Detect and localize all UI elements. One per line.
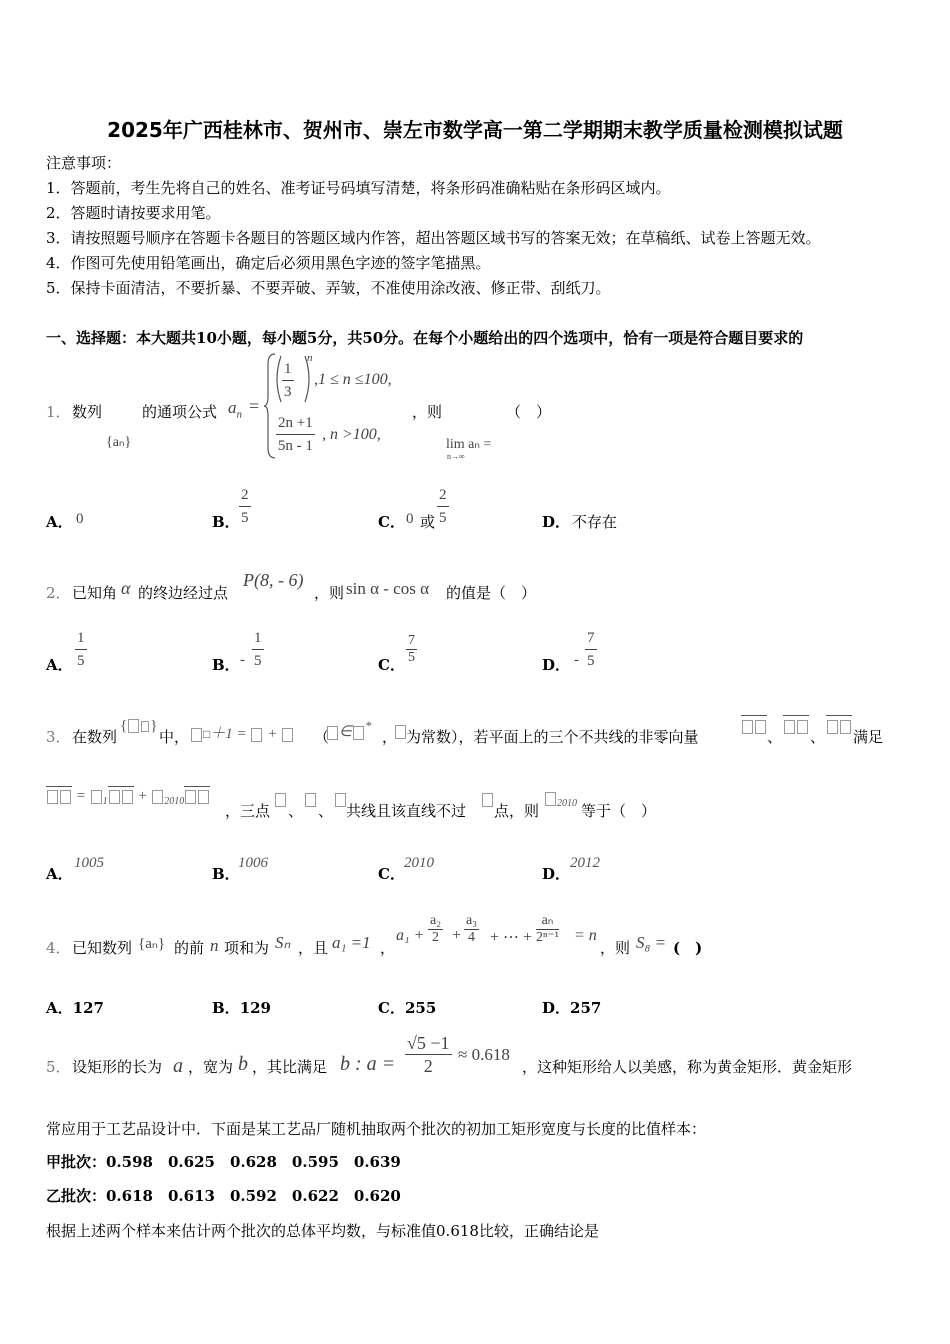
q3-text-10: ，三点 xyxy=(225,802,271,820)
q1-text-2: 的通项公式 xyxy=(142,403,218,421)
q1-option-c-label: C． xyxy=(378,513,405,531)
q5-text-3: ，其比满足 xyxy=(252,1058,328,1076)
q2-option-c-fraction: $\frac{7}{5}$ xyxy=(408,633,415,665)
q1-number: 1． xyxy=(46,403,71,421)
q3-recurrence: □＋1 = + xyxy=(190,722,294,743)
q1-equals: = xyxy=(249,396,260,416)
q2-option-d-label: D． xyxy=(542,656,571,674)
q4-text-1: 已知数列 xyxy=(72,939,133,957)
q5-number: 5． xyxy=(46,1058,71,1076)
q2-text-4: 的值是（ ） xyxy=(446,584,537,602)
q2-point: P(8, - 6) xyxy=(243,570,304,590)
notice-item-1: 1．答题前，考生先将自己的姓名、准考证号码填写清楚，将条形码准确粘贴在条形码区域内。 xyxy=(46,179,671,197)
q3-text-2: 中， xyxy=(159,728,190,746)
q4-sn: Sₙ xyxy=(275,933,291,952)
case1-condition: ,1 ≤ n ≤100, xyxy=(314,371,392,388)
q1-option-b-label: B． xyxy=(212,513,240,531)
q4-frac-2: $\frac{\text{a₃}}{4}$ xyxy=(466,913,478,945)
q1-an: $a_n$ xyxy=(228,398,242,421)
q1-text-1: 数列 xyxy=(72,403,103,421)
q4-number: 4． xyxy=(46,939,71,957)
q3-option-a-label: A． xyxy=(46,865,73,883)
q2-option-c-label: C． xyxy=(378,656,405,674)
q3-option-b-value: 1006 xyxy=(238,855,268,871)
q4-plus: + xyxy=(452,927,462,944)
q2-option-b-sign: - xyxy=(240,652,245,668)
q2-option-a-label: A． xyxy=(46,656,73,674)
q3-option-c-value: 2010 xyxy=(404,855,434,871)
q3-text-1: 在数列 xyxy=(72,728,118,746)
q5-a: a xyxy=(173,1055,183,1077)
q1-option-c-fraction: $\frac{2}{5}$ xyxy=(437,484,449,529)
q2-text-2: 的终边经过点 xyxy=(138,584,229,602)
q4-text-5: ， xyxy=(380,939,396,957)
q4-frac-1: $\frac{\text{a₂}}{2}$ xyxy=(430,913,442,945)
q1-option-a-value: 0 xyxy=(76,511,84,527)
q2-text-1: 已知角 xyxy=(72,584,118,602)
notice-item-2: 2．答题时请按要求用笔。 xyxy=(46,204,221,222)
q5-b: b xyxy=(238,1053,248,1075)
case1-base: $\frac{1}{3}$ xyxy=(282,358,294,403)
q4-sum-start: a₁ + xyxy=(396,927,425,944)
q2-option-d-fraction: $\frac{7}{5}$ xyxy=(585,627,597,672)
q5-text-2: ，宽为 xyxy=(188,1058,234,1076)
q3-text-3: （ xyxy=(314,728,330,746)
q3-text-8: 、 xyxy=(810,728,826,746)
q5-line-2: 常应用于工艺品设计中．下面是某工艺品厂随机抽取两个批次的初加工矩形宽度与长度的比值样本： xyxy=(46,1120,707,1138)
case2-condition: , n >100, xyxy=(322,426,381,443)
q4-option-d: D．257 xyxy=(542,999,602,1017)
q3-sequence: { } xyxy=(120,718,158,734)
q1-option-d-label: D． xyxy=(542,513,571,531)
q1-text-3: ，则 xyxy=(412,403,443,421)
q1-option-c-or: 或 xyxy=(420,513,436,531)
q5-fraction: $\frac{√5 -1}{2}$ xyxy=(407,1033,450,1076)
q5-text-1: 设矩形的长为 xyxy=(72,1058,163,1076)
q3-option-c-label: C． xyxy=(378,865,405,883)
q3-text-6: 为常数），若平面上的三个不共线的非零向量 xyxy=(406,728,699,746)
q3-text-14: 点，则 xyxy=(494,802,540,820)
q2-text-3: ，则 xyxy=(314,584,345,602)
q3-domain: ∈ * xyxy=(326,719,371,741)
q3-option-d-label: D． xyxy=(542,865,571,883)
q3-text-11: 、 xyxy=(288,802,304,820)
q4-sum-end: = n xyxy=(574,927,597,944)
q3-point-a xyxy=(274,790,287,808)
q3-text-5: ， xyxy=(382,728,398,746)
q1-option-c-value: 0 xyxy=(406,511,414,527)
q5-approx: ≈ 0.618 xyxy=(458,1045,510,1064)
q3-text-12: 、 xyxy=(318,802,334,820)
q4-s8: S₈ = xyxy=(636,933,667,952)
q3-text-7: 、 xyxy=(767,728,783,746)
section-heading: 一、选择题：本大题共10小题，每小题5分，共50分。在每个小题给出的四个选项中，恰有一项是符合题目要求的 xyxy=(46,329,804,347)
q5-line-5: 根据上述两个样本来估计两个批次的总体平均数，与标准值0.618比较，正确结论是 xyxy=(46,1222,599,1240)
q1-paren: （ ） xyxy=(506,403,552,421)
notice-item-5: 5．保持卡面清洁，不要折暴、不要弄破、弄皱，不准使用涂改液、修正带、刮纸刀。 xyxy=(46,279,611,297)
q4-text-2: 的前 xyxy=(174,939,205,957)
q1-limit-sub: n→∞ xyxy=(447,452,465,461)
notice-item-3: 3．请按照题号顺序在答题卡各题目的答题区域内作答，超出答题区域书写的答案无效；在草稿纸、试卷上答题无效。 xyxy=(46,229,821,247)
q3-vector-equation: = $_1$ + $_{2010}$ xyxy=(46,786,210,807)
q3-vector-oc xyxy=(826,715,852,735)
q1-option-d-value: 不存在 xyxy=(572,513,618,531)
q5-ratio: b : a = xyxy=(340,1053,396,1075)
q2-number: 2． xyxy=(46,584,71,602)
q1-sequence: {aₙ} xyxy=(106,435,132,450)
q4-dots: + ⋯ + xyxy=(490,929,533,946)
q4-n: n xyxy=(210,936,219,955)
q3-option-b-label: B． xyxy=(212,865,240,883)
page-title: 2025年广西桂林市、贺州市、崇左市数学高一第二学期期末教学质量检测模拟试题 xyxy=(107,118,843,142)
q2-option-b-label: B． xyxy=(212,656,240,674)
notice-heading: 注意事项： xyxy=(46,154,122,172)
q3-text-13: 共线且该直线不过 xyxy=(346,802,467,820)
q3-option-a-value: 1005 xyxy=(74,855,104,871)
q1-option-b-fraction: $\frac{2}{5}$ xyxy=(239,484,251,529)
notice-item-4: 4．作图可先使用铅笔画出，确定后必须用黑色字迹的签字笔描黑。 xyxy=(46,254,491,272)
q3-text-9: 满足 xyxy=(853,728,884,746)
q4-a1: a₁ =1 xyxy=(332,933,371,952)
q4-text-3: 项和为 xyxy=(224,939,270,957)
q5-text-4: ，这种矩形给人以美感，称为黄金矩形．黄金矩形 xyxy=(522,1058,853,1076)
q2-option-b-fraction: $\frac{1}{5}$ xyxy=(252,627,264,672)
q4-option-b: B．129 xyxy=(212,999,271,1017)
q4-option-c: C．255 xyxy=(378,999,437,1017)
q4-text-4: ，且 xyxy=(298,939,329,957)
q4-sequence: {aₙ} xyxy=(138,936,166,952)
q3-number: 3． xyxy=(46,728,71,746)
q3-option-d-value: 2012 xyxy=(570,855,600,871)
q4-text-6: ，则 xyxy=(600,939,631,957)
q3-point-o xyxy=(481,790,494,808)
q2-option-a-fraction: $\frac{1}{5}$ xyxy=(75,627,87,672)
q3-point-b xyxy=(304,790,317,808)
q4-option-a: A．127 xyxy=(46,999,104,1017)
q2-expression: sin α - cos α xyxy=(346,579,429,598)
case2-fraction: $\frac{2n +1}{5n - 1}$ xyxy=(276,412,315,457)
q4-frac-3: $\frac{\text{aₙ}}{\text{2ⁿ⁻¹}}$ xyxy=(536,913,559,945)
q1-limit: lim aₙ = xyxy=(446,437,492,452)
q2-alpha: α xyxy=(121,578,131,598)
q5-batch-1: 甲批次：0.598 0.625 0.628 0.595 0.639 xyxy=(46,1153,401,1171)
q3-vector-oa xyxy=(741,715,767,735)
q5-batch-2: 乙批次：0.618 0.613 0.592 0.622 0.620 xyxy=(46,1187,401,1205)
q4-paren: ( ) xyxy=(673,939,703,957)
q1-option-a-label: A． xyxy=(46,513,73,531)
case1-exponent: n xyxy=(307,352,313,364)
q3-s2010: 2010 xyxy=(544,790,577,809)
q2-option-d-sign: - xyxy=(574,652,579,668)
q3-text-15: 等于（ ） xyxy=(581,802,657,820)
q3-vector-ob xyxy=(783,715,809,735)
